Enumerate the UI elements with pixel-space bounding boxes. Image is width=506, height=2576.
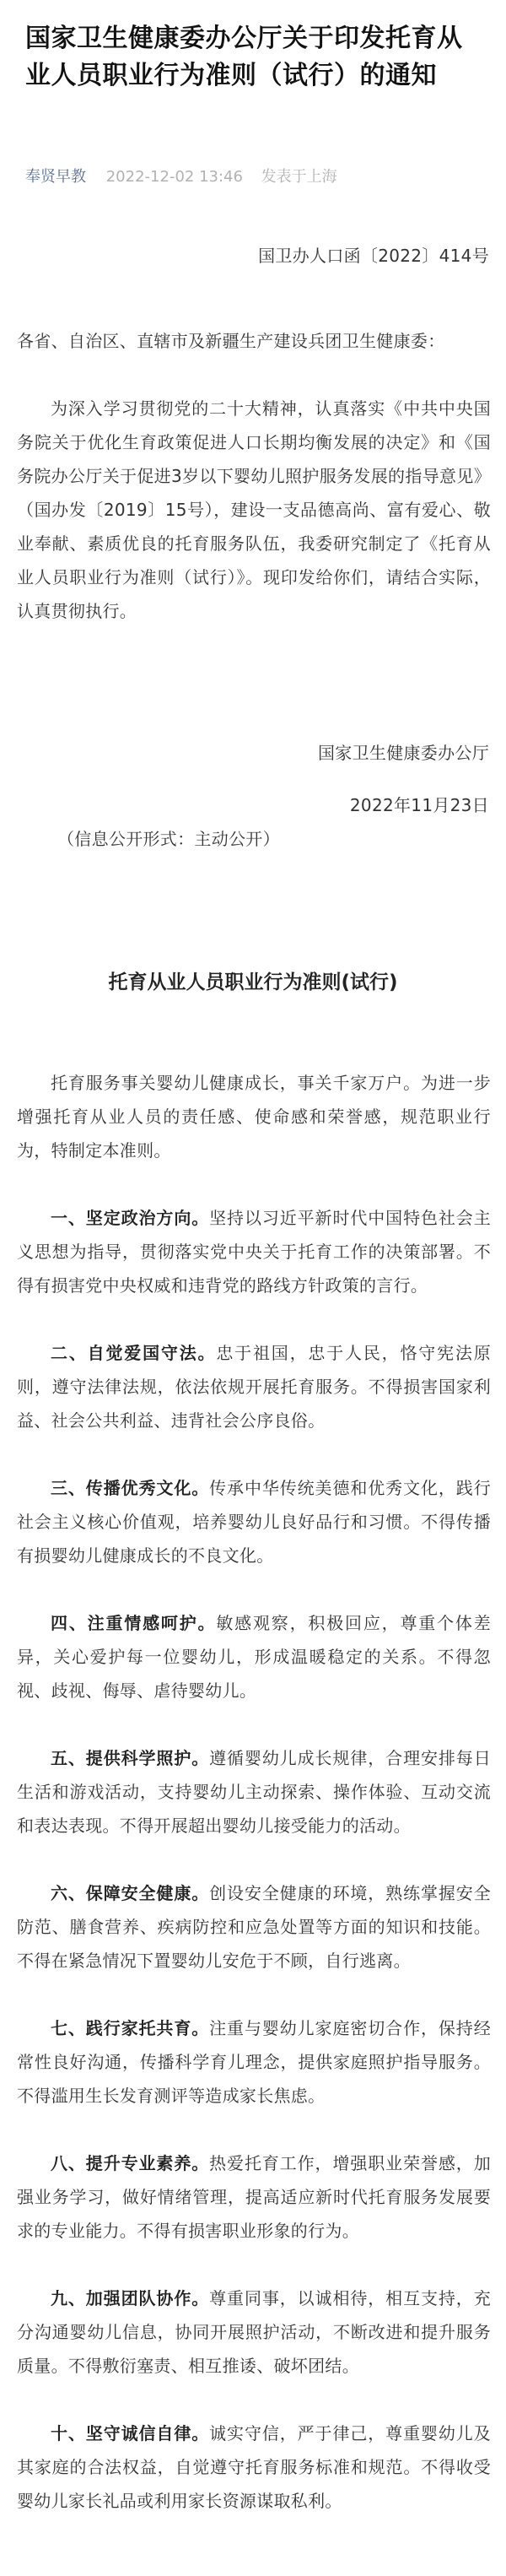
article-text: 尊重同事，以诚相待，相互支持，充分沟通婴幼儿信息，协同开展照护活动，不断改进和提升服务质量。不得敷衍塞责、相互推诿、破坏团结。 bbox=[17, 2288, 491, 2376]
article-heading: 二、自觉爱国守法。 bbox=[51, 1343, 217, 1363]
publish-datetime: 2022-12-02 13:46 bbox=[105, 168, 243, 186]
article-paragraph bbox=[17, 2416, 491, 2518]
article-heading: 六、保障安全健康。 bbox=[51, 1883, 210, 1903]
article-text: 热爱托育工作，增强职业荣誉感，加强业务学习，做好情绪管理，提高适应新时代托育服务发展要求的专业能力。不得有损害职业形象的行为。 bbox=[17, 2153, 491, 2241]
issuer-signature: 国家卫生健康委办公厅 bbox=[318, 743, 489, 763]
article-paragraph bbox=[17, 1201, 491, 1302]
disclosure-note: （信息公开形式：主动公开） bbox=[57, 829, 280, 849]
article-paragraph bbox=[17, 1741, 491, 1843]
article-text: 坚持以习近平新时代中国特色社会主义思想为指导，贯彻落实党中央关于托育工作的决策部署。不得有损害党中央权威和违背党的路线方针政策的言行。 bbox=[17, 1208, 491, 1296]
article-heading: 一、坚定政治方向。 bbox=[51, 1208, 210, 1228]
article-text: 诚实守信，严于律己，尊重婴幼儿及其家庭的合法权益，自觉遵守托育服务标准和规范。不得收受婴幼儿家长礼品或利用家长资源谋取私利。 bbox=[17, 2423, 491, 2511]
article-paragraph bbox=[17, 1876, 491, 1978]
article-paragraph bbox=[17, 1471, 491, 1572]
article-text: 传承中华传统美德和优秀文化，践行社会主义核心价值观，培养婴幼儿良好品行和习惯。不得传播有损婴幼儿健康成长的不良文化。 bbox=[17, 1478, 491, 1566]
article-title: 国家卫生健康委办公厅关于印发托育从业人员职业行为准则（试行）的通知 bbox=[25, 24, 463, 90]
publish-location: 发表于上海 bbox=[261, 168, 337, 186]
article-paragraph bbox=[17, 1336, 491, 1437]
article-heading: 十、坚守诚信自律。 bbox=[51, 2423, 210, 2443]
article-paragraph bbox=[17, 2281, 491, 2383]
code-preamble: 托育服务事关婴幼儿健康成长，事关千家万户。为进一步增强托育从业人员的责任感、使命感和荣誉感，规范职业行为，特制定本准则。 bbox=[17, 1073, 491, 1161]
author-link[interactable]: 奉贤早教 bbox=[25, 168, 86, 186]
addressee: 各省、自治区、直辖市及新疆生产建设兵团卫生健康委： bbox=[17, 331, 445, 351]
article-text: 遵循婴幼儿成长规律，合理安排每日生活和游戏活动，支持婴幼儿主动探索、操作体验、互动交流和表达表现。不得开展超出婴幼儿接受能力的活动。 bbox=[17, 1748, 491, 1836]
article-meta bbox=[25, 166, 485, 188]
article-heading: 三、传播优秀文化。 bbox=[51, 1478, 210, 1498]
article-text: 忠于祖国，忠于人民，恪守宪法原则，遵守法律法规，依法依规开展托育服务。不得损害国家利益、社会公共利益、违背社会公序良俗。 bbox=[17, 1343, 492, 1431]
article-paragraph bbox=[17, 2146, 491, 2248]
article-heading: 九、加强团队协作。 bbox=[51, 2288, 210, 2308]
article-heading: 四、注重情感呵护。 bbox=[51, 1613, 217, 1633]
article-text: 注重与婴幼儿家庭密切合作，保持经常性良好沟通，传播科学育儿理念，提供家庭照护指导服务。不得滥用生长发育测评等造成家长焦虑。 bbox=[17, 2018, 491, 2106]
article-paragraph bbox=[17, 1606, 491, 1707]
article-heading: 八、提升专业素养。 bbox=[51, 2153, 210, 2173]
issue-date: 2022年11月23日 bbox=[349, 795, 489, 815]
article-heading: 七、践行家托共育。 bbox=[51, 2018, 210, 2038]
notice-intro-paragraph: 为深入学习贯彻党的二十大精神，认真落实《中共中央国务院关于优化生育政策促进人口长期均衡发展的决定》和《国务院办公厅关于促进3岁以下婴幼儿照护服务发展的指导意见》（国办发〔2019〕15号），建设一支品德高尚、富有爱心、敬业奉献、素质优良的托育服务队伍，我委研究制定了《托育从业人员职业行为准则（试行）》。现印发给你们，请结合实际，认真贯彻执行。 bbox=[17, 398, 491, 621]
document-number: 国卫办人口函〔2022〕414号 bbox=[258, 246, 489, 266]
article-text: 创设安全健康的环境，熟练掌握安全防范、膳食营养、疾病防控和应急处置等方面的知识和技能。不得在紧急情况下置婴幼儿安危于不顾，自行逃离。 bbox=[17, 1883, 491, 1971]
article-text: 敏感观察，积极回应，尊重个体差异，关心爱护每一位婴幼儿，形成温暖稳定的关系。不得忽视、歧视、侮辱、虐待婴幼儿。 bbox=[17, 1613, 492, 1701]
code-title: 托育从业人员职业行为准则(试行) bbox=[108, 971, 398, 993]
article-paragraph bbox=[17, 2011, 491, 2113]
article-heading: 五、提供科学照护。 bbox=[51, 1748, 210, 1768]
